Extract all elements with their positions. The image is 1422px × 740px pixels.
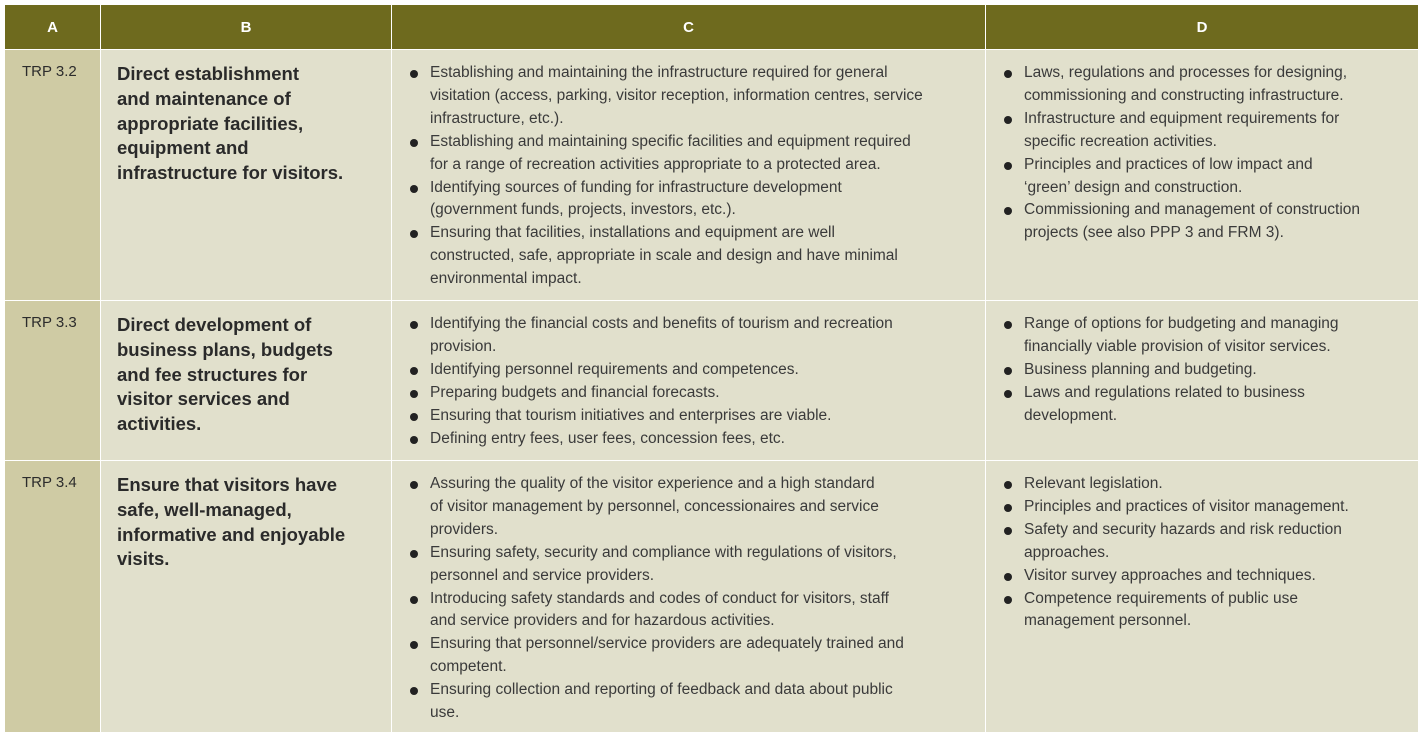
- header-b: B: [101, 5, 392, 49]
- list-item: Competence requirements of public use management personnel.: [1002, 588, 1410, 634]
- bullet-icon: [1004, 162, 1012, 170]
- list-item: Identifying the financial costs and benefits of tourism and recreation provision.: [408, 313, 977, 359]
- row-code: TRP 3.4: [5, 461, 101, 732]
- list-item: Relevant legislation.: [1002, 473, 1410, 496]
- list-item: Visitor survey approaches and techniques.: [1002, 565, 1410, 588]
- bullet-icon: [1004, 596, 1012, 604]
- list-item: Ensuring that facilities, installations and equipment are well constructed, safe, appropriate in scale and design and have minimal environmental impact.: [408, 222, 977, 291]
- row-knowledge: [986, 50, 1418, 300]
- table-row: [5, 50, 1418, 301]
- table-header-row: [5, 5, 1418, 50]
- bullet-icon: [1004, 367, 1012, 375]
- row-activities: [392, 50, 986, 300]
- header-a: A: [5, 5, 101, 49]
- list-item: Safety and security hazards and risk reduction approaches.: [1002, 519, 1410, 565]
- row-code: TRP 3.3: [5, 301, 101, 460]
- list-item: Ensuring collection and reporting of feedback and data about public use.: [408, 679, 977, 725]
- list-item: Ensuring that tourism initiatives and enterprises are viable.: [408, 405, 977, 428]
- bullet-icon: [410, 321, 418, 329]
- row-title: Direct establishment and maintenance of appropriate facilities, equipment and infrastructure for visitors.: [101, 50, 392, 300]
- bullet-icon: [410, 596, 418, 604]
- list-item: Business planning and budgeting.: [1002, 359, 1410, 382]
- list-item: Commissioning and management of construction projects (see also PPP 3 and FRM 3).: [1002, 199, 1410, 245]
- bullet-icon: [410, 481, 418, 489]
- bullet-icon: [1004, 573, 1012, 581]
- header-c: C: [392, 5, 986, 49]
- list-item: Range of options for budgeting and managing financially viable provision of visitor services.: [1002, 313, 1410, 359]
- bullet-icon: [1004, 390, 1012, 398]
- bullet-icon: [410, 641, 418, 649]
- competency-table: [5, 5, 1418, 732]
- list-item: Laws, regulations and processes for designing, commissioning and constructing infrastructure.: [1002, 62, 1410, 108]
- bullet-icon: [410, 687, 418, 695]
- bullet-icon: [1004, 321, 1012, 329]
- bullet-icon: [410, 70, 418, 78]
- bullet-icon: [410, 413, 418, 421]
- bullet-icon: [1004, 70, 1012, 78]
- row-knowledge: [986, 461, 1418, 732]
- list-item: Establishing and maintaining the infrastructure required for general visitation (access, parking, visitor reception, information centres, service infrastructure, etc.).: [408, 62, 977, 131]
- bullet-icon: [410, 390, 418, 398]
- row-title: Ensure that visitors have safe, well-managed, informative and enjoyable visits.: [101, 461, 392, 732]
- bullet-icon: [410, 367, 418, 375]
- list-item: Ensuring safety, security and compliance with regulations of visitors, personnel and service providers.: [408, 542, 977, 588]
- list-item: Ensuring that personnel/service providers are adequately trained and competent.: [408, 633, 977, 679]
- header-d: D: [1196, 18, 1208, 36]
- list-item: Principles and practices of visitor management.: [1002, 496, 1410, 519]
- row-knowledge: [986, 301, 1418, 460]
- bullet-icon: [1004, 504, 1012, 512]
- bullet-icon: [1004, 481, 1012, 489]
- row-code: TRP 3.2: [5, 50, 101, 300]
- bullet-icon: [410, 550, 418, 558]
- bullet-icon: [410, 139, 418, 147]
- table-row: [5, 461, 1418, 732]
- list-item: Identifying personnel requirements and competences.: [408, 359, 977, 382]
- table-row: [5, 301, 1418, 461]
- list-item: Introducing safety standards and codes of conduct for visitors, staff and service providers and for hazardous activities.: [408, 588, 977, 634]
- list-item: Preparing budgets and financial forecasts.: [408, 382, 977, 405]
- row-activities: [392, 461, 986, 732]
- bullet-icon: [410, 436, 418, 444]
- list-item: Laws and regulations related to business development.: [1002, 382, 1410, 428]
- list-item: Establishing and maintaining specific facilities and equipment required for a range of recreation activities appropriate to a protected area.: [408, 131, 977, 177]
- list-item: Principles and practices of low impact and ‘green’ design and construction.: [1002, 154, 1410, 200]
- row-activities: [392, 301, 986, 460]
- row-title: Direct development of business plans, budgets and fee structures for visitor services and activities.: [101, 301, 392, 460]
- list-item: Assuring the quality of the visitor experience and a high standard of visitor management by personnel, concessionaires and service providers.: [408, 473, 977, 542]
- list-item: Identifying sources of funding for infrastructure development (government funds, projects, investors, etc.).: [408, 177, 977, 223]
- list-item: Defining entry fees, user fees, concession fees, etc.: [408, 428, 977, 451]
- bullet-icon: [1004, 207, 1012, 215]
- list-item: Infrastructure and equipment requirements for specific recreation activities.: [1002, 108, 1410, 154]
- bullet-icon: [1004, 116, 1012, 124]
- bullet-icon: [1004, 527, 1012, 535]
- bullet-icon: [410, 185, 418, 193]
- bullet-icon: [410, 230, 418, 238]
